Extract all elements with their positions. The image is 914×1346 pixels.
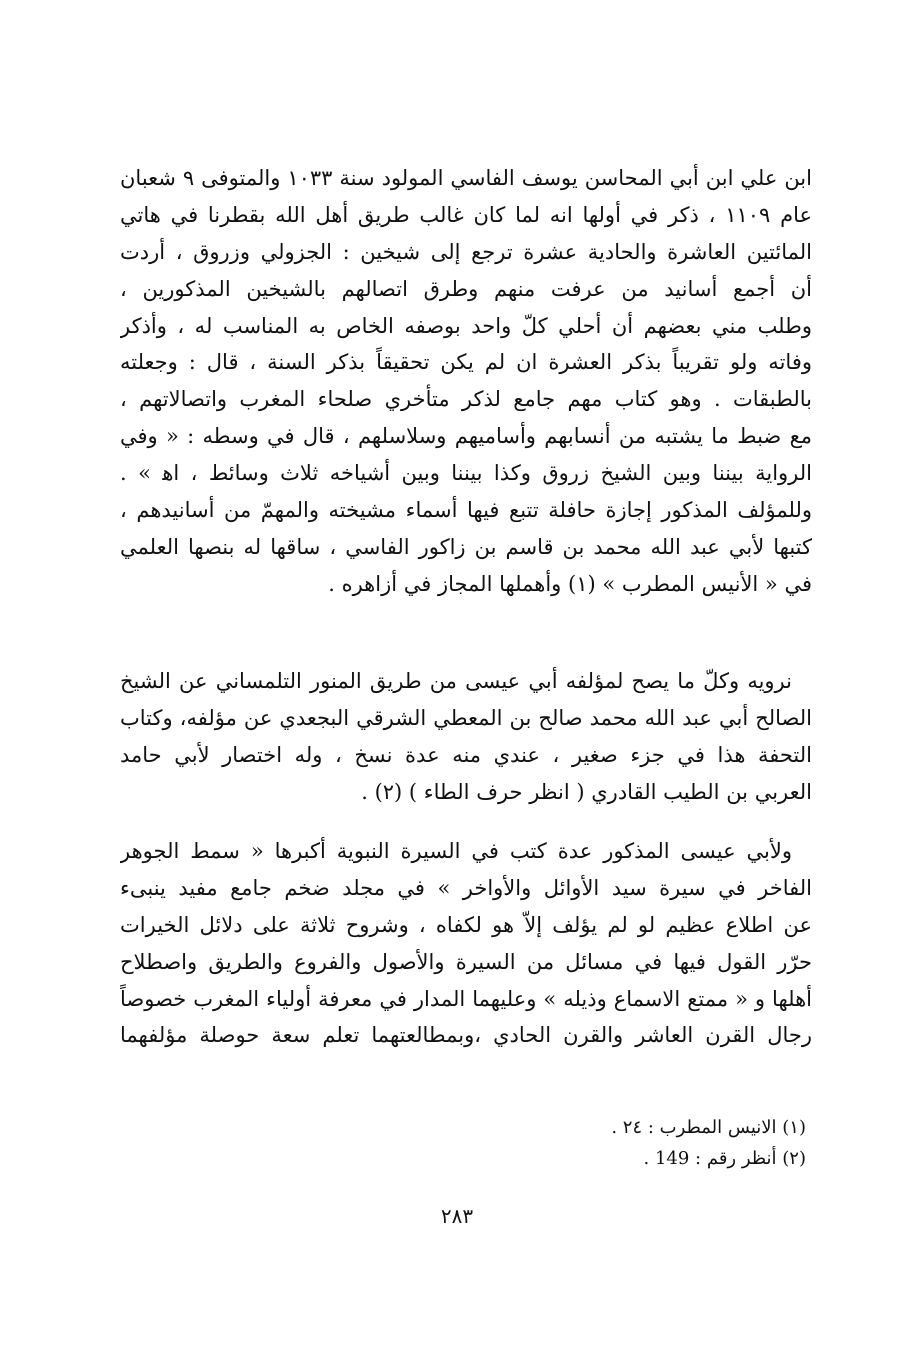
footnote-1: (١) الانيس المطرب : ٢٤ .	[611, 1117, 806, 1138]
paragraph-1	[120, 160, 812, 603]
text-line: الصالح أبي عبد الله محمد صالح بن المعطي الشرقي البجعدي عن مؤلفه، وكتاب	[120, 705, 812, 730]
text-line: كتبها لأبي عبد الله محمد بن قاسم بن زاكور الفاسي ، ساقها له بنصها العلمي	[120, 534, 812, 559]
text-line: التحفة هذا في جزء صغير ، عندي منه عدة نسخ ، وله اختصار لأبي حامد	[120, 742, 812, 767]
text-line: ابن علي ابن أبي المحاسن يوسف الفاسي المولود سنة ١٠٣٣ والمتوفى ٩ شعبان	[120, 166, 812, 190]
text-line: وفاته ولو تقريباً بذكر العشرة ان لم يكن تحقيقاً بذكر السنة ، قال : وجعلته	[120, 350, 812, 375]
text-line: وطلب مني بعضهم أن أحلي كلّ واحد بوصفه الخاص به المناسب له ، وأذكر	[120, 313, 812, 338]
text-line: في « الأنيس المطرب » (١) وأهملها المجاز في أزاهره .	[328, 571, 812, 596]
paragraph-3	[120, 833, 812, 1054]
text-line: مع ضبط ما يشتبه من أنسابهم وأساميهم وسلاسلهم ، قال في وسطه : « وفي	[120, 424, 812, 449]
page-number: ٢٨٣	[440, 1204, 474, 1228]
text-line: رجال القرن العاشر والقرن الحادي ،وبمطالعتهما تعلم سعة حوصلة مؤلفهما	[120, 1023, 812, 1048]
text-line: الفاخر في سيرة سيد الأوائل والأواخر » في مجلد ضخم جامع مفيد ينبىء	[120, 875, 812, 900]
footnote-2: (٢) أنظر رقم : 149 .	[643, 1148, 806, 1169]
text-line: وللمؤلف المذكور إجازة حافلة تتبع فيها أسماء مشيخته والمهمّ من أسانيدهم ،	[120, 498, 812, 523]
text-line: أن أجمع أسانيد من عرفت منهم وطرق اتصالهم بالشيخين المذكورين ،	[120, 276, 812, 301]
text-line: بالطبقات . وهو كتاب مهم جامع لذكر متأخري صلحاء المغرب واتصالاتهم ،	[120, 387, 812, 412]
text-line: المائتين العاشرة والحادية عشرة ترجع إلى شيخين : الجزولي وزروق ، أردت	[120, 239, 812, 264]
text-line: العربي بن الطيب القادري ( انظر حرف الطاء ) (٢) .	[361, 779, 812, 804]
text-line: ولأبي عيسى المذكور عدة كتب في السيرة النبوية أكبرها « سمط الجوهر	[120, 839, 792, 863]
text-line: الرواية بيننا وبين الشيخ زروق وكذا بيننا وبين أشياخه ثلاث وسائط ، اﻫ » .	[120, 461, 812, 486]
text-line: حرّر القول فيها في مسائل من السيرة والأصول والفروع والطريق واصطلاح	[120, 949, 812, 974]
text-line: عن اطلاع عظيم لو لم يؤلف إلاّ هو لكفاه ، وشروح ثلاثة على دلائل الخيرات	[120, 912, 812, 937]
footnotes	[386, 1112, 806, 1174]
text-line: عام ١١٠٩ ، ذكر في أولها انه لما كان غالب طريق أهل الله بقطرنا في هاتي	[120, 202, 812, 227]
text-line: نرويه وكلّ ما يصح لمؤلفه أبي عيسى من طريق المنور التلمساني عن الشيخ	[120, 669, 792, 693]
text-line: أهلها و « ممتع الاسماع وذيله » وعليهما المدار في معرفة أولياء المغرب خصوصاً	[120, 986, 812, 1011]
paragraph-2	[120, 663, 812, 811]
